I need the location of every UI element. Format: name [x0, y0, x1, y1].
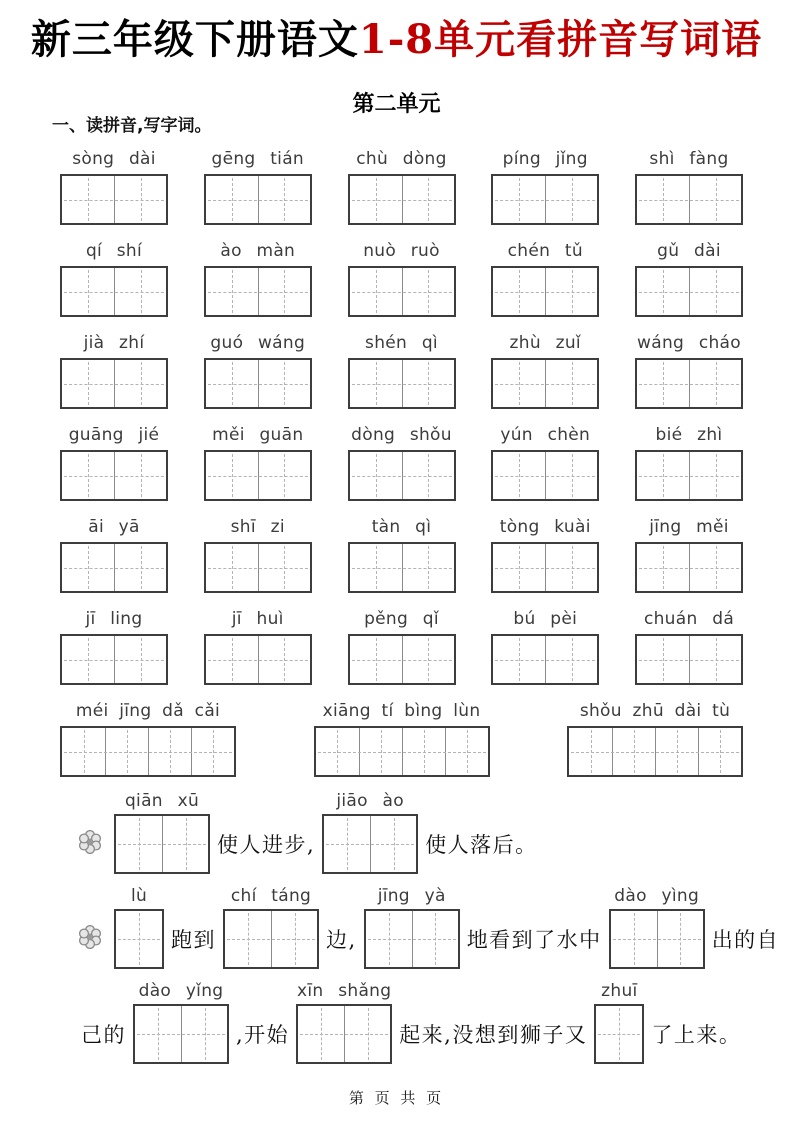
writing-cell: [206, 360, 258, 407]
pinyin-label: sòng dài: [72, 149, 156, 169]
sentence-text-item: [168, 883, 219, 969]
word-group: [348, 604, 456, 685]
word-group: [348, 236, 456, 317]
writing-cell: [637, 452, 689, 499]
writing-cell: [402, 636, 454, 683]
instruction-text: 一、读拼音,写字词。: [52, 116, 212, 136]
writing-grid: [60, 358, 168, 409]
pinyin-label: bú pèi: [513, 609, 578, 629]
writing-grid: [133, 1004, 229, 1064]
pinyin-label: dào yǐng: [138, 981, 224, 1001]
pinyin-label: jī ling: [85, 609, 143, 629]
pinyin-label: āi yā: [88, 517, 140, 537]
pinyin-label: tàn qì: [371, 517, 432, 537]
pinyin-label: méi jīng dǎ cǎi: [75, 701, 221, 721]
writing-cell: [350, 452, 402, 499]
writing-cell: [402, 728, 445, 775]
sentence-grid-item: [609, 883, 705, 969]
writing-grid: [364, 909, 460, 969]
writing-cell: [402, 360, 454, 407]
writing-grid: [322, 814, 418, 874]
sentence-grid-item: [133, 978, 229, 1064]
writing-cell: [402, 544, 454, 591]
sentence-body: [214, 814, 318, 874]
sentence-body: [114, 909, 164, 969]
writing-cell: [114, 268, 166, 315]
writing-cell: [545, 360, 597, 407]
word-group: [348, 420, 456, 501]
word-group: [314, 696, 490, 777]
pinyin-label: wáng cháo: [637, 333, 741, 353]
sentence-grid-item: [296, 978, 392, 1064]
writing-cell: [637, 360, 689, 407]
writing-grid: [114, 909, 164, 969]
sentence-bullet: [78, 883, 110, 969]
writing-cell: [545, 544, 597, 591]
writing-cell: [62, 544, 114, 591]
sentence-grid-item: [114, 788, 210, 874]
pinyin-label: dòng shǒu: [351, 425, 452, 445]
writing-cell: [114, 636, 166, 683]
writing-cell: [206, 636, 258, 683]
writing-grid: [114, 814, 210, 874]
writing-cell: [258, 268, 310, 315]
flower-body: [78, 909, 110, 969]
pinyin-label: gǔ dài: [657, 241, 721, 261]
sentence-text: 出的自: [711, 928, 780, 952]
writing-grid: [491, 450, 599, 501]
writing-grid: [491, 634, 599, 685]
sentence-text: 己的: [81, 1023, 126, 1047]
writing-cell: [114, 360, 166, 407]
flower-icon: [78, 925, 102, 953]
word-group: [60, 512, 168, 593]
word-group: [635, 604, 743, 685]
writing-grid: [60, 266, 168, 317]
flower-icon: [78, 830, 102, 858]
sentence-body: [648, 1004, 744, 1064]
writing-cell: [545, 636, 597, 683]
writing-cell: [637, 176, 689, 223]
word-row: [60, 328, 743, 409]
sentence-text: 跑到: [171, 928, 216, 952]
writing-cell: [698, 728, 741, 775]
writing-grid: [594, 1004, 644, 1064]
writing-grid: [348, 358, 456, 409]
word-group: [491, 236, 599, 317]
sentence-body: [323, 909, 360, 969]
sentence-text-item: [396, 978, 590, 1064]
pinyin-label: pěng qǐ: [364, 609, 439, 629]
page-title-red: 1-8单元看拼音写词语: [358, 16, 763, 63]
pinyin-label: yún chèn: [500, 425, 591, 445]
writing-cell: [370, 816, 416, 872]
writing-grid: [635, 266, 743, 317]
writing-cell: [545, 176, 597, 223]
sentence-text-item: [648, 978, 744, 1064]
word-row: [60, 696, 743, 777]
pinyin-label: chù dòng: [356, 149, 447, 169]
pinyin-label: chén tǔ: [507, 241, 583, 261]
writing-cell: [316, 728, 359, 775]
pinyin-label: zhù zuǐ: [509, 333, 581, 353]
writing-cell: [324, 816, 370, 872]
writing-cell: [493, 360, 545, 407]
sentence-text: 了上来。: [651, 1023, 742, 1047]
sentence-text: 使人落后。: [425, 833, 538, 857]
writing-grid: [635, 450, 743, 501]
writing-grid: [348, 266, 456, 317]
sentence-row: [78, 978, 793, 1064]
sentence-body: [609, 909, 705, 969]
writing-cell: [258, 452, 310, 499]
sentence-text: 起来,没想到狮子又: [399, 1023, 588, 1047]
writing-cell: [350, 360, 402, 407]
word-group: [491, 512, 599, 593]
writing-cell: [258, 544, 310, 591]
sentence-text: ,开始: [236, 1023, 290, 1047]
writing-cell: [258, 360, 310, 407]
sentence-text-item: [464, 883, 605, 969]
word-group: [567, 696, 743, 777]
word-group: [204, 144, 312, 225]
sentence-body: [594, 1004, 644, 1064]
pinyin-label: dào yìng: [614, 886, 700, 906]
word-group: [635, 420, 743, 501]
word-group: [60, 328, 168, 409]
pinyin-label: shǒu zhū dài tù: [579, 701, 731, 721]
word-row: [60, 236, 743, 317]
writing-cell: [445, 728, 488, 775]
writing-cell: [612, 728, 655, 775]
writing-cell: [62, 452, 114, 499]
sentence-body: [396, 1004, 590, 1064]
section-title: 第二单元: [352, 91, 441, 117]
writing-cell: [162, 816, 208, 872]
pinyin-label: chí táng: [230, 886, 312, 906]
pinyin-label: jīng měi: [649, 517, 729, 537]
sentence-body: [422, 814, 541, 874]
writing-grid: [635, 542, 743, 593]
word-group: [635, 328, 743, 409]
sentence-text: 地看到了水中: [466, 928, 602, 952]
writing-cell: [135, 1006, 181, 1062]
sentence-grid-item: [322, 788, 418, 874]
word-group: [348, 512, 456, 593]
sentence-text-item: [233, 978, 292, 1064]
writing-cell: [689, 268, 741, 315]
sentence-body: [133, 1004, 229, 1064]
writing-cell: [258, 176, 310, 223]
writing-grid: [296, 1004, 392, 1064]
writing-cell: [545, 452, 597, 499]
sentence-text-item: [422, 788, 541, 874]
sentence-body: [168, 909, 219, 969]
writing-cell: [62, 728, 105, 775]
writing-cell: [689, 176, 741, 223]
writing-grid: [204, 358, 312, 409]
writing-cell: [271, 911, 317, 967]
word-group: [491, 328, 599, 409]
writing-grid: [348, 450, 456, 501]
sentence-text: 使人进步,: [217, 833, 316, 857]
writing-cell: [206, 452, 258, 499]
pinyin-label: lù: [130, 886, 148, 906]
sentence-grid-item: [364, 883, 460, 969]
writing-grid: [609, 909, 705, 969]
word-group: [348, 144, 456, 225]
writing-cell: [637, 636, 689, 683]
word-group: [491, 420, 599, 501]
writing-cell: [114, 452, 166, 499]
pinyin-label: zhuī: [601, 981, 638, 1001]
pinyin-label: jīng yà: [377, 886, 446, 906]
writing-cell: [493, 544, 545, 591]
sentence-text-item: [214, 788, 318, 874]
pinyin-label: jià zhí: [83, 333, 145, 353]
pinyin-label: guó wáng: [210, 333, 306, 353]
writing-grid: [60, 634, 168, 685]
sentence-body: [709, 909, 783, 969]
pinyin-label: guāng jié: [68, 425, 160, 445]
writing-cell: [191, 728, 234, 775]
word-group: [204, 604, 312, 685]
sentence-body: [114, 814, 210, 874]
writing-grid: [635, 174, 743, 225]
sentence-body: [223, 909, 319, 969]
pinyin-label: bié zhì: [655, 425, 723, 445]
writing-cell: [62, 360, 114, 407]
writing-cell: [689, 452, 741, 499]
writing-cell: [105, 728, 148, 775]
writing-cell: [148, 728, 191, 775]
sentence-text-item: [323, 883, 360, 969]
word-group: [491, 604, 599, 685]
writing-cell: [114, 544, 166, 591]
writing-grid: [60, 174, 168, 225]
writing-cell: [258, 636, 310, 683]
writing-cell: [206, 544, 258, 591]
pinyin-label: chuán dá: [643, 609, 735, 629]
writing-grid: [348, 634, 456, 685]
word-group: [204, 328, 312, 409]
sentence-row: [78, 883, 793, 969]
pinyin-label: qiān xū: [124, 791, 200, 811]
writing-cell: [62, 176, 114, 223]
writing-grid: [491, 266, 599, 317]
sentence-body: [464, 909, 605, 969]
sentence-body: [233, 1004, 292, 1064]
sentence-bullet: [78, 788, 110, 874]
pinyin-label: tòng kuài: [499, 517, 591, 537]
sentence-body: [296, 1004, 392, 1064]
writing-cell: [402, 452, 454, 499]
sentence-text-item: [78, 978, 129, 1064]
writing-cell: [344, 1006, 390, 1062]
writing-cell: [206, 268, 258, 315]
writing-cell: [689, 360, 741, 407]
sentence-grid-item: [594, 978, 644, 1064]
pinyin-label: shén qì: [365, 333, 438, 353]
writing-cell: [114, 176, 166, 223]
word-group: [204, 512, 312, 593]
writing-cell: [206, 176, 258, 223]
writing-cell: [350, 636, 402, 683]
writing-cell: [655, 728, 698, 775]
writing-grid: [60, 542, 168, 593]
pinyin-label: gēng tián: [211, 149, 304, 169]
pinyin-label: xiāng tí bìng lùn: [322, 701, 481, 721]
writing-cell: [350, 544, 402, 591]
writing-grid: [491, 358, 599, 409]
sentence-grid-item: [223, 883, 319, 969]
writing-cell: [116, 911, 162, 967]
word-row: [60, 144, 743, 225]
word-group: [60, 604, 168, 685]
writing-cell: [493, 636, 545, 683]
writing-cell: [493, 176, 545, 223]
writing-cell: [116, 816, 162, 872]
word-group: [204, 420, 312, 501]
writing-grid: [491, 174, 599, 225]
pinyin-label: shī zi: [230, 517, 285, 537]
sentence-body: [78, 1004, 129, 1064]
pinyin-label: shì fàng: [649, 149, 729, 169]
word-group: [635, 236, 743, 317]
writing-grid: [204, 634, 312, 685]
writing-grid: [204, 450, 312, 501]
pinyin-label: píng jǐng: [502, 149, 588, 169]
word-rows: [0, 144, 793, 777]
flower-body: [78, 814, 110, 874]
sentence-body: [364, 909, 460, 969]
pinyin-label: měi guān: [212, 425, 304, 445]
pinyin-label: nuò ruò: [363, 241, 440, 261]
writing-cell: [611, 911, 657, 967]
sentence-rows: [0, 788, 793, 1064]
word-group: [60, 696, 236, 777]
writing-cell: [366, 911, 412, 967]
writing-grid: [60, 450, 168, 501]
sentence-body: [322, 814, 418, 874]
pinyin-label: ào màn: [220, 241, 296, 261]
writing-grid: [635, 358, 743, 409]
word-row: [60, 512, 743, 593]
writing-cell: [596, 1006, 642, 1062]
writing-cell: [359, 728, 402, 775]
word-row: [60, 420, 743, 501]
word-group: [491, 144, 599, 225]
writing-grid: [567, 726, 743, 777]
writing-cell: [350, 268, 402, 315]
writing-cell: [225, 911, 271, 967]
page-footer: 第 页 共 页: [348, 1089, 445, 1107]
writing-cell: [569, 728, 612, 775]
writing-grid: [204, 174, 312, 225]
writing-cell: [62, 268, 114, 315]
writing-cell: [689, 544, 741, 591]
word-group: [204, 236, 312, 317]
word-group: [60, 144, 168, 225]
pinyin-label: xīn shǎng: [297, 981, 392, 1001]
sentence-grid-item: [114, 883, 164, 969]
writing-cell: [402, 268, 454, 315]
writing-cell: [657, 911, 703, 967]
writing-cell: [689, 636, 741, 683]
writing-grid: [223, 909, 319, 969]
sentence-row: [78, 788, 793, 874]
pinyin-label: qí shí: [85, 241, 143, 261]
word-group: [60, 420, 168, 501]
writing-grid: [204, 266, 312, 317]
word-group: [635, 512, 743, 593]
writing-cell: [298, 1006, 344, 1062]
writing-grid: [314, 726, 490, 777]
writing-grid: [348, 542, 456, 593]
page-title: [0, 0, 793, 68]
sentence-text: 边,: [326, 928, 357, 952]
writing-cell: [62, 636, 114, 683]
writing-grid: [204, 542, 312, 593]
pinyin-label: jī huì: [231, 609, 284, 629]
writing-cell: [637, 544, 689, 591]
writing-cell: [493, 268, 545, 315]
writing-cell: [545, 268, 597, 315]
pinyin-label: jiāo ào: [336, 791, 404, 811]
writing-cell: [402, 176, 454, 223]
writing-cell: [637, 268, 689, 315]
word-row: [60, 604, 743, 685]
word-group: [635, 144, 743, 225]
writing-cell: [181, 1006, 227, 1062]
writing-cell: [350, 176, 402, 223]
word-group: [348, 328, 456, 409]
writing-cell: [412, 911, 458, 967]
writing-grid: [491, 542, 599, 593]
writing-cell: [493, 452, 545, 499]
writing-grid: [348, 174, 456, 225]
sentence-text-item: [709, 883, 783, 969]
page-title-black: 新三年级下册语文: [30, 16, 359, 63]
word-group: [60, 236, 168, 317]
writing-grid: [60, 726, 236, 777]
writing-grid: [635, 634, 743, 685]
